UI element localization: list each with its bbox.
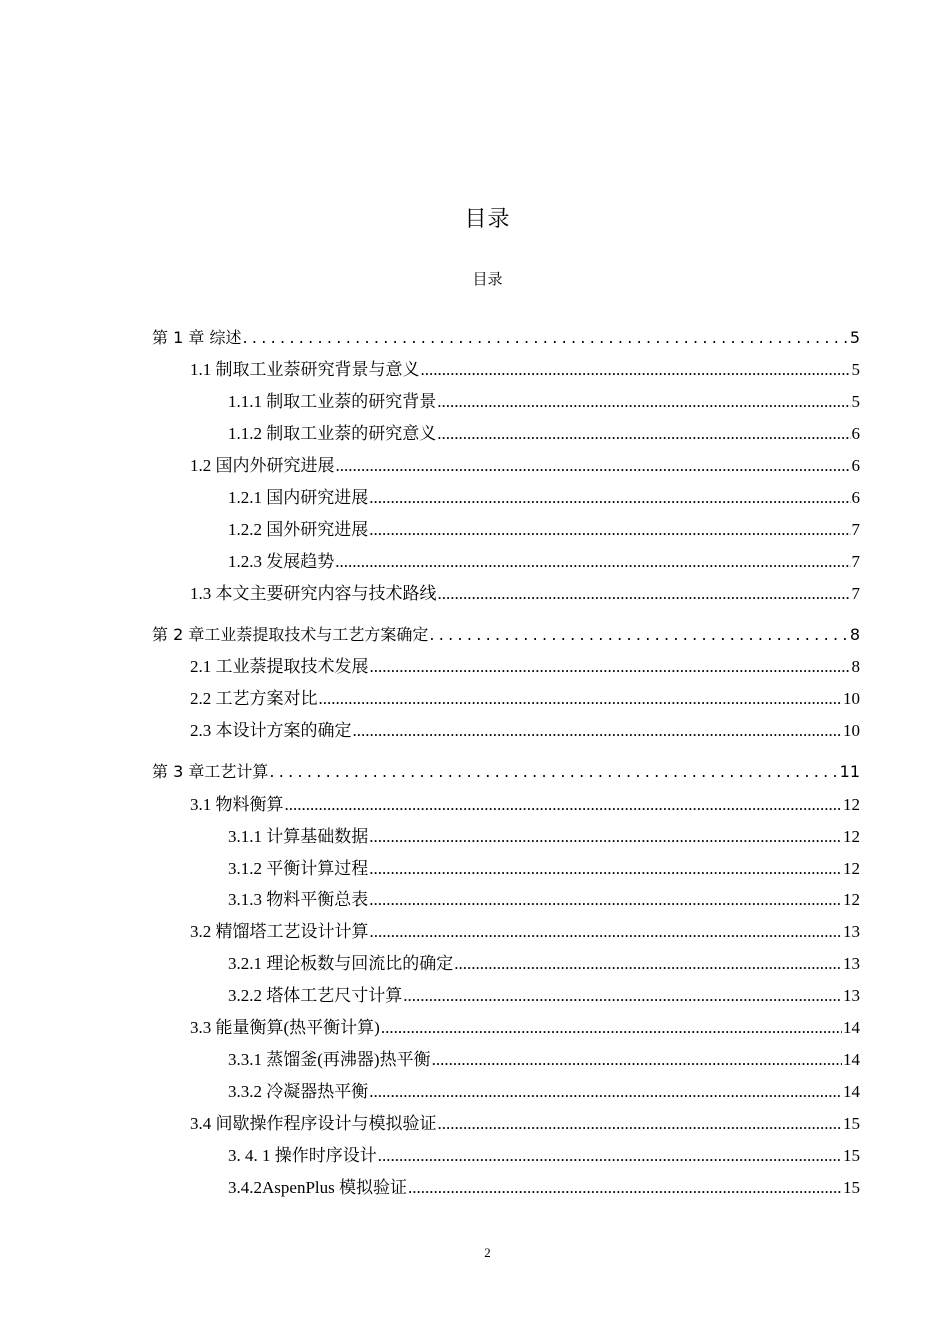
toc-chapter-entry[interactable] (152, 622, 860, 648)
toc-section-entry[interactable] (228, 517, 860, 543)
toc-section-entry[interactable] (228, 1143, 860, 1169)
toc-entry-label: 3.2.1 理论板数与回流比的确定 (228, 954, 454, 973)
toc-entry-label: 3.4.2AspenPlus 模拟验证 (228, 1178, 407, 1197)
toc-dot-leader (421, 357, 851, 383)
toc-entry-page-number: 10 (843, 721, 860, 740)
toc-dot-leader (336, 453, 851, 479)
toc-entry-label: 1.2 国内外研究进展 (190, 456, 335, 475)
toc-entry-page-number: 14 (843, 1018, 860, 1037)
toc-entry-page-number: 8 (851, 657, 860, 676)
toc-dot-leader (369, 1079, 842, 1105)
toc-entry-page-number: 13 (843, 954, 860, 973)
toc-entry-page-number: 15 (843, 1178, 860, 1197)
toc-entry-label: 3.1.3 物料平衡总表 (228, 890, 369, 909)
toc-dot-leader (369, 824, 842, 850)
toc-dot-leader (369, 887, 842, 913)
toc-section-entry[interactable] (228, 421, 860, 447)
toc-dot-leader (369, 485, 850, 511)
toc-entry-page-number: 12 (843, 795, 860, 814)
toc-section-entry[interactable] (228, 856, 860, 882)
toc-entry-label: 第 1 章 综述 (152, 328, 242, 347)
toc-entry-label: 1.2.3 发展趋势 (228, 552, 335, 571)
toc-entry-page-number: 6 (851, 424, 860, 443)
toc-entry-page-number: 6 (851, 456, 860, 475)
toc-section-entry[interactable] (228, 1175, 860, 1201)
toc-section-entry[interactable] (190, 1015, 860, 1041)
toc-dot-leader (408, 1175, 842, 1201)
toc-entry-page-number: 13 (843, 986, 860, 1005)
toc-entry-label: 1.1 制取工业萘研究背景与意义 (190, 360, 420, 379)
toc-dot-leader (378, 1143, 842, 1169)
toc-dot-leader (269, 759, 838, 785)
toc-entry-label: 1.1.2 制取工业萘的研究意义 (228, 424, 437, 443)
toc-entry-page-number: 6 (851, 488, 860, 507)
toc-dot-leader (437, 389, 850, 415)
toc-chapter-entry[interactable] (152, 325, 860, 351)
toc-entry-label: 3.3.2 冷凝器热平衡 (228, 1082, 369, 1101)
toc-dot-leader (242, 325, 848, 351)
toc-section-entry[interactable] (190, 718, 860, 744)
toc-section-entry[interactable] (190, 654, 860, 680)
toc-section-entry[interactable] (228, 1047, 860, 1073)
toc-dot-leader (438, 581, 851, 607)
toc-entry-label: 第 3 章工艺计算 (152, 762, 269, 781)
toc-entry-label: 2.2 工艺方案对比 (190, 689, 318, 708)
toc-dot-leader (438, 1111, 843, 1137)
toc-section-entry[interactable] (190, 686, 860, 712)
toc-entry-page-number: 12 (843, 890, 860, 909)
toc-entry-label: 第 2 章工业萘提取技术与工艺方案确定 (152, 625, 429, 644)
toc-entry-page-number: 5 (851, 392, 860, 411)
toc-entry-label: 1.1.1 制取工业萘的研究背景 (228, 392, 437, 411)
toc-section-entry[interactable] (228, 389, 860, 415)
toc-entry-label: 3.4 间歇操作程序设计与模拟验证 (190, 1114, 437, 1133)
toc-chapter-entry[interactable] (152, 759, 860, 785)
toc-entry-page-number: 11 (839, 762, 860, 781)
toc-subtitle: 目录 (472, 270, 503, 288)
footer-page-number: 2 (484, 1245, 491, 1260)
toc-entry-label: 3. 4. 1 操作时序设计 (228, 1146, 377, 1165)
toc-entry-label: 3.2.2 塔体工艺尺寸计算 (228, 986, 403, 1005)
toc-entry-page-number: 12 (843, 827, 860, 846)
toc-entry-label: 1.2.1 国内研究进展 (228, 488, 369, 507)
toc-entry-page-number: 15 (843, 1146, 860, 1165)
toc-section-entry[interactable] (190, 792, 860, 818)
toc-dot-leader (335, 549, 850, 575)
toc-dot-leader (429, 622, 848, 648)
toc-entry-label: 3.1 物料衡算 (190, 795, 284, 814)
toc-section-entry[interactable] (190, 1111, 860, 1137)
toc-section-entry[interactable] (190, 919, 860, 945)
toc-entry-page-number: 14 (843, 1050, 860, 1069)
toc-entry-page-number: 15 (843, 1114, 860, 1133)
toc-dot-leader (403, 983, 842, 1009)
toc-entry-page-number: 7 (851, 584, 860, 603)
toc-entry-label: 1.2.2 国外研究进展 (228, 520, 369, 539)
toc-entry-label: 3.1.1 计算基础数据 (228, 827, 369, 846)
toc-dot-leader (370, 919, 843, 945)
toc-entry-label: 3.3 能量衡算(热平衡计算) (190, 1018, 380, 1037)
toc-section-entry[interactable] (190, 357, 860, 383)
toc-entry-label: 1.3 本文主要研究内容与技术路线 (190, 584, 437, 603)
toc-dot-leader (369, 517, 850, 543)
toc-section-entry[interactable] (228, 485, 860, 511)
toc-section-entry[interactable] (190, 453, 860, 479)
toc-section-entry[interactable] (190, 581, 860, 607)
toc-dot-leader (437, 421, 850, 447)
toc-dot-leader (454, 951, 842, 977)
toc-entry-label: 2.1 工业萘提取技术发展 (190, 657, 369, 676)
toc-entry-label: 3.2 精馏塔工艺设计计算 (190, 922, 369, 941)
toc-entry-page-number: 5 (849, 328, 860, 347)
toc-entry-page-number: 7 (851, 520, 860, 539)
toc-dot-leader (432, 1047, 842, 1073)
toc-section-entry[interactable] (228, 549, 860, 575)
toc-section-entry[interactable] (228, 1079, 860, 1105)
toc-entry-label: 3.3.1 蒸馏釜(再沸器)热平衡 (228, 1050, 431, 1069)
toc-entry-label: 2.3 本设计方案的确定 (190, 721, 352, 740)
toc-entry-page-number: 7 (851, 552, 860, 571)
toc-dot-leader (381, 1015, 842, 1041)
toc-section-entry[interactable] (228, 824, 860, 850)
toc-dot-leader (370, 654, 851, 680)
toc-section-entry[interactable] (228, 983, 860, 1009)
toc-dot-leader (285, 792, 843, 818)
toc-section-entry[interactable] (228, 887, 860, 913)
toc-entry-page-number: 13 (843, 922, 860, 941)
toc-entry-page-number: 14 (843, 1082, 860, 1101)
toc-entry-page-number: 8 (849, 625, 860, 644)
toc-title: 目录 (464, 207, 511, 232)
toc-entry-page-number: 10 (843, 689, 860, 708)
toc-dot-leader (369, 856, 842, 882)
toc-dot-leader (353, 718, 843, 744)
toc-dot-leader (319, 686, 843, 712)
toc-entry-page-number: 5 (851, 360, 860, 379)
toc-section-entry[interactable] (228, 951, 860, 977)
toc-entry-page-number: 12 (843, 859, 860, 878)
toc-entry-label: 3.1.2 平衡计算过程 (228, 859, 369, 878)
